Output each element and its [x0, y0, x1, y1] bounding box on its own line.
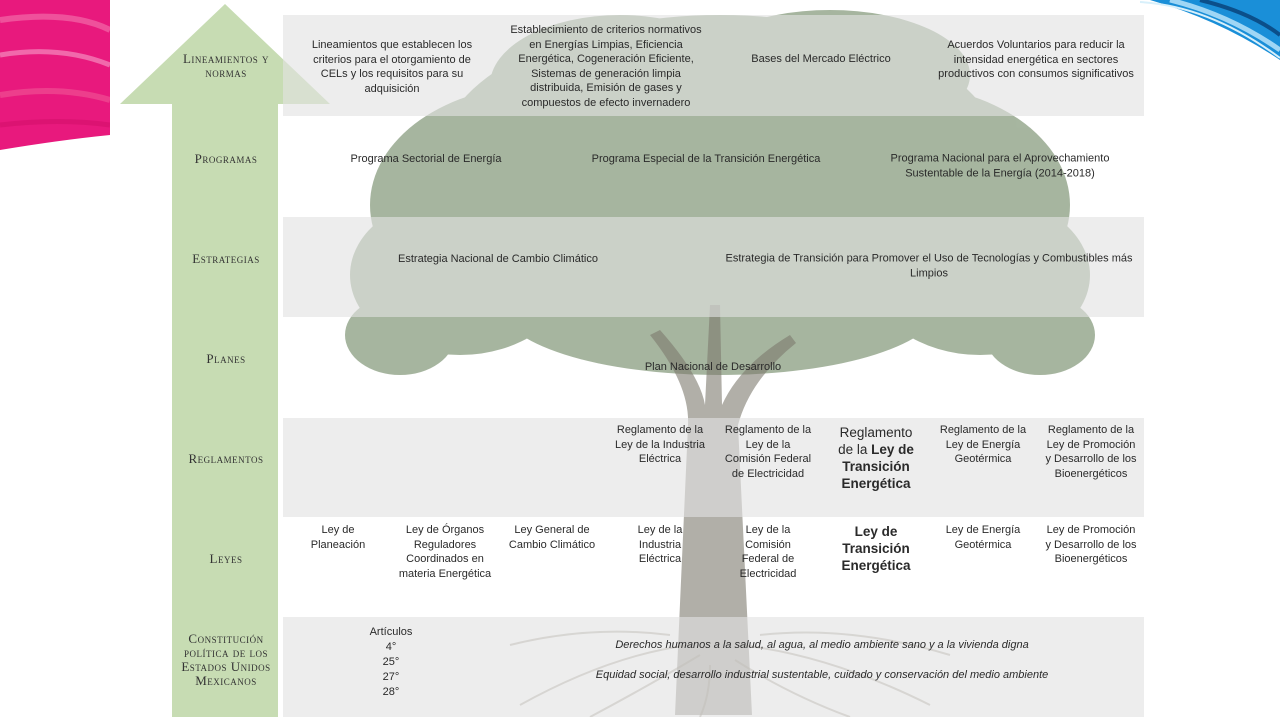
row-label-constitucion: Constitución política de los Estados Unidos Mexicanos — [181, 631, 271, 688]
programa-sectorial: Programa Sectorial de Energía — [350, 152, 502, 165]
reglamento-bioenergeticos: Reglamento de la Ley de Promoción y Desarrollo de los Bioenergéticos — [1045, 424, 1137, 480]
plan-nacional: Plan Nacional de Desarrollo — [644, 360, 782, 373]
row-label-planes: Planes — [206, 351, 246, 366]
articulo-4: 4° — [385, 641, 397, 653]
reglamento-cfe: Reglamento de la Ley de la Comisión Federal de Electricidad — [724, 424, 812, 480]
estrategia-cambio-climatico: Estrategia Nacional de Cambio Climático — [398, 252, 598, 265]
ley-transicion-energetica: Ley de Transición Energética — [841, 524, 911, 573]
equidad-social: Equidad social, desarrollo industrial sustentable, cuidado y conservación del medio ambiente — [595, 668, 1049, 681]
ley-cambio-climatico: Ley General de Cambio Climático — [508, 524, 596, 551]
row-label-reglamentos: Reglamentos — [188, 451, 264, 466]
lineamiento-criterios-normativos: Establecimiento de criterios normativos en Energías Limpias, Eficiencia Energética, Cogeneración Eficiente, Sistemas de generación limpia distribuida, Emisión de gases y compuestos de efecto invernadero — [510, 24, 702, 109]
lineamiento-cels: Lineamientos que establecen los criterios para el otorgamiento de CELs y los requisitos para su adquisición — [311, 39, 473, 95]
row-label-programas: Programas — [194, 151, 258, 166]
ley-organos-reguladores: Ley de Órganos Reguladores Coordinados en materia Energética — [398, 524, 492, 580]
articulo-25: 25° — [382, 656, 400, 668]
ley-cfe: Ley de la Comisión Federal de Electricidad — [739, 524, 797, 580]
derechos-humanos: Derechos humanos a la salud, al agua, al medio ambiente sano y a la vivienda digna — [615, 638, 1029, 651]
reglamento-transicion-ley: Ley de Transición Energética — [841, 442, 914, 491]
lineamiento-bases-mercado: Bases del Mercado Eléctrico — [751, 52, 891, 65]
decorative-blue-stripes — [1140, 0, 1280, 60]
articulo-27: 27° — [382, 671, 400, 683]
estrategia-transicion: Estrategia de Transición para Promover el Uso de Tecnologías y Combustibles más Limpios — [725, 252, 1133, 279]
row-label-estrategias: Estrategias — [192, 251, 260, 266]
ley-geotermica: Ley de Energía Geotérmica — [945, 524, 1021, 551]
reglamento-transicion-energetica — [831, 424, 921, 492]
row-label-lineamientos: Lineamientos y normas — [182, 51, 270, 80]
row-label-leyes: Leyes — [209, 551, 243, 566]
ley-bioenergeticos: Ley de Promoción y Desarrollo de los Bioenergéticos — [1045, 524, 1137, 565]
reglamento-industria-electrica: Reglamento de la Ley de la Industria Eléctrica — [615, 424, 705, 465]
reglamento-transicion-prefix: Reglamento de la — [838, 425, 913, 457]
articulos-label: Artículos — [369, 626, 413, 638]
articulo-28: 28° — [382, 686, 400, 698]
reglamento-geotermica: Reglamento de la Ley de Energía Geotérmica — [939, 424, 1027, 465]
ley-industria-electrica: Ley de la Industria Eléctrica — [637, 524, 683, 565]
ley-planeacion: Ley de Planeación — [310, 524, 366, 551]
decorative-pink-stripes — [0, 0, 110, 150]
programa-aprovechamiento: Programa Nacional para el Aprovechamiento Sustentable de la Energía (2014-2018) — [890, 152, 1110, 179]
lineamiento-acuerdos-voluntarios: Acuerdos Voluntarios para reducir la intensidad energética en sectores productivos con consumos significativos — [938, 39, 1134, 80]
programa-transicion: Programa Especial de la Transición Energética — [591, 152, 821, 165]
